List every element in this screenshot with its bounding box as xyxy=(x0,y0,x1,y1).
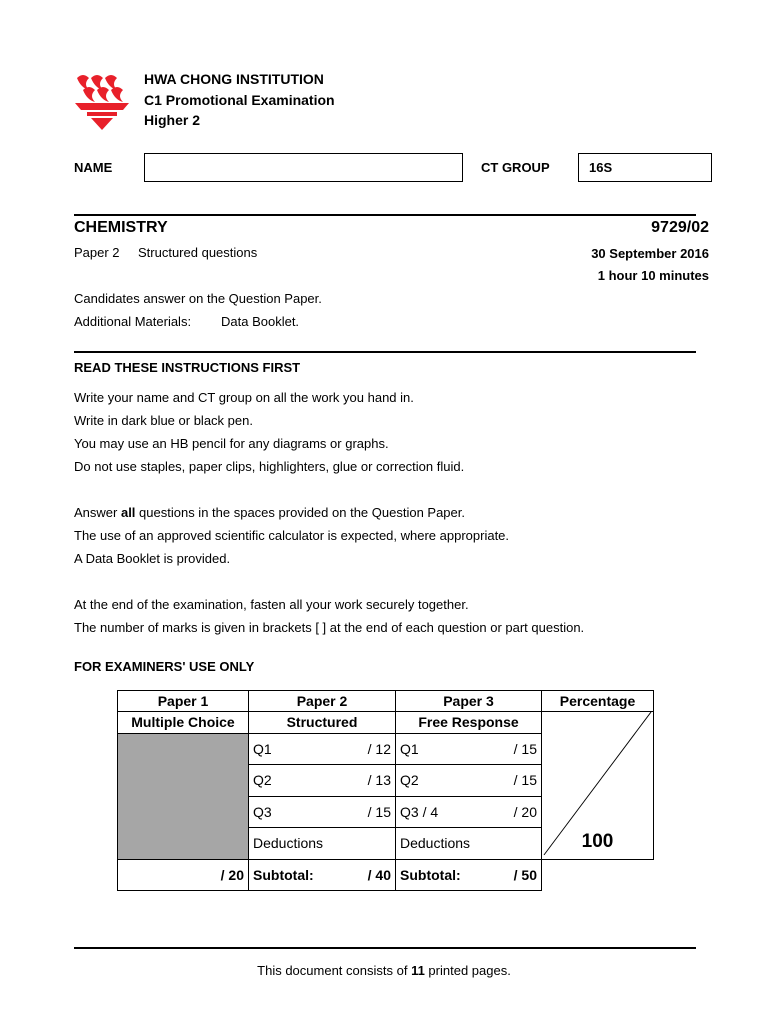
institution-name: HWA CHONG INSTITUTION xyxy=(144,71,324,87)
exam-level: Higher 2 xyxy=(144,112,201,128)
subject-title: CHEMISTRY xyxy=(74,219,168,236)
name-label: NAME xyxy=(74,160,113,175)
paper1-total: / 20 xyxy=(220,866,244,883)
paper-code: 9729/02 xyxy=(651,219,709,236)
exam-date: 30 September 2016 xyxy=(591,246,709,261)
paper3-q2-cell[interactable] xyxy=(396,765,542,796)
col-paper3-subtitle: Free Response xyxy=(396,712,542,733)
hci-flame-logo-icon xyxy=(73,72,131,132)
paper3-subtotal-cell[interactable] xyxy=(396,859,542,891)
answer-note: Candidates answer on the Question Paper. xyxy=(74,291,322,306)
col-paper3-title: Paper 3 xyxy=(396,691,542,712)
examiners-heading: FOR EXAMINERS' USE ONLY xyxy=(74,659,255,674)
paper3-q2-marks: / 15 xyxy=(513,772,537,789)
paper2-subtotal-cell[interactable] xyxy=(249,859,396,891)
ct-group-field[interactable] xyxy=(578,153,712,182)
paper3-deductions-label: Deductions xyxy=(400,835,471,852)
name-field[interactable] xyxy=(144,153,463,182)
paper2-subtotal-label: Subtotal: xyxy=(253,866,314,883)
exam-duration: 1 hour 10 minutes xyxy=(597,268,709,283)
instruction-line: A Data Booklet is provided. xyxy=(74,551,231,566)
materials-label: Additional Materials: xyxy=(74,314,192,329)
col-paper1-subtitle: Multiple Choice xyxy=(118,712,249,733)
instruction-line: Do not use staples, paper clips, highlighters, glue or correction fluid. xyxy=(74,459,465,474)
paper2-deductions-cell[interactable] xyxy=(249,828,396,859)
answer-pre: Answer xyxy=(74,505,121,520)
footer-pre: This document consists of xyxy=(257,963,412,978)
paper2-q3-label: Q3 xyxy=(253,803,272,820)
table-header-row xyxy=(118,691,654,712)
divider-footer xyxy=(74,947,696,949)
answer-post: questions in the spaces provided on the Question Paper. xyxy=(135,505,465,520)
paper1-total-cell[interactable] xyxy=(118,859,249,891)
instruction-line: The use of an approved scientific calculator is expected, where appropriate. xyxy=(74,528,510,543)
paper3-q1-cell[interactable] xyxy=(396,733,542,764)
paper2-q1-cell[interactable] xyxy=(249,733,396,764)
instruction-line: You may use an HB pencil for any diagrams or graphs. xyxy=(74,436,389,451)
instructions-heading: READ THESE INSTRUCTIONS FIRST xyxy=(74,360,301,375)
footer-note xyxy=(0,963,768,978)
col-paper2-subtitle: Structured xyxy=(249,712,396,733)
paper3-q1-label: Q1 xyxy=(400,740,419,757)
paper2-q2-marks: / 13 xyxy=(367,772,391,789)
paper3-q34-cell[interactable] xyxy=(396,796,542,827)
paper2-deductions-label: Deductions xyxy=(253,835,324,852)
paper2-subtotal: / 40 xyxy=(367,866,391,883)
paper-number: Paper 2 xyxy=(74,245,120,260)
percentage-cell xyxy=(542,712,654,859)
paper3-q34-marks: / 20 xyxy=(513,803,537,820)
instruction-line: Write your name and CT group on all the work you hand in. xyxy=(74,390,414,405)
ct-group-label: CT GROUP xyxy=(481,160,550,175)
footer-pages: 11 xyxy=(411,963,425,978)
paper3-q1-marks: / 15 xyxy=(513,740,537,757)
materials-value: Data Booklet. xyxy=(221,314,300,329)
paper2-q3-marks: / 15 xyxy=(367,803,391,820)
col-paper2-title: Paper 2 xyxy=(249,691,396,712)
instruction-line: At the end of the examination, fasten all your work securely together. xyxy=(74,597,469,612)
instruction-line: The number of marks is given in brackets [ ] at the end of each question or part question. xyxy=(74,620,585,635)
footer-post: printed pages. xyxy=(424,963,511,978)
paper2-q1-marks: / 12 xyxy=(367,740,391,757)
paper3-q34-label: Q3 / 4 xyxy=(400,803,439,820)
paper1-shaded-cell xyxy=(118,733,249,859)
paper2-q2-cell[interactable] xyxy=(249,765,396,796)
table-subheader-row xyxy=(118,712,654,733)
instruction-line: Write in dark blue or black pen. xyxy=(74,413,253,428)
paper2-q3-cell[interactable] xyxy=(249,796,396,827)
paper2-q2-label: Q2 xyxy=(253,772,272,789)
answer-bold: all xyxy=(120,505,136,520)
examiners-table xyxy=(117,690,654,891)
paper3-deductions-cell[interactable] xyxy=(396,828,542,859)
paper-type: Structured questions xyxy=(138,245,258,260)
answer-instruction xyxy=(74,505,465,520)
paper3-subtotal-label: Subtotal: xyxy=(400,866,461,883)
ct-group-value: 16S xyxy=(589,160,613,175)
exam-title: C1 Promotional Examination xyxy=(144,92,335,108)
paper3-subtotal: / 50 xyxy=(513,866,537,883)
divider-top xyxy=(74,214,696,216)
paper3-q2-label: Q2 xyxy=(400,772,419,789)
percentage-total: 100 xyxy=(581,830,614,852)
divider-instructions xyxy=(74,351,696,353)
col-percentage-title: Percentage xyxy=(542,691,654,712)
table-subtotal-row xyxy=(118,859,654,891)
col-paper1-title: Paper 1 xyxy=(118,691,249,712)
paper2-q1-label: Q1 xyxy=(253,740,272,757)
